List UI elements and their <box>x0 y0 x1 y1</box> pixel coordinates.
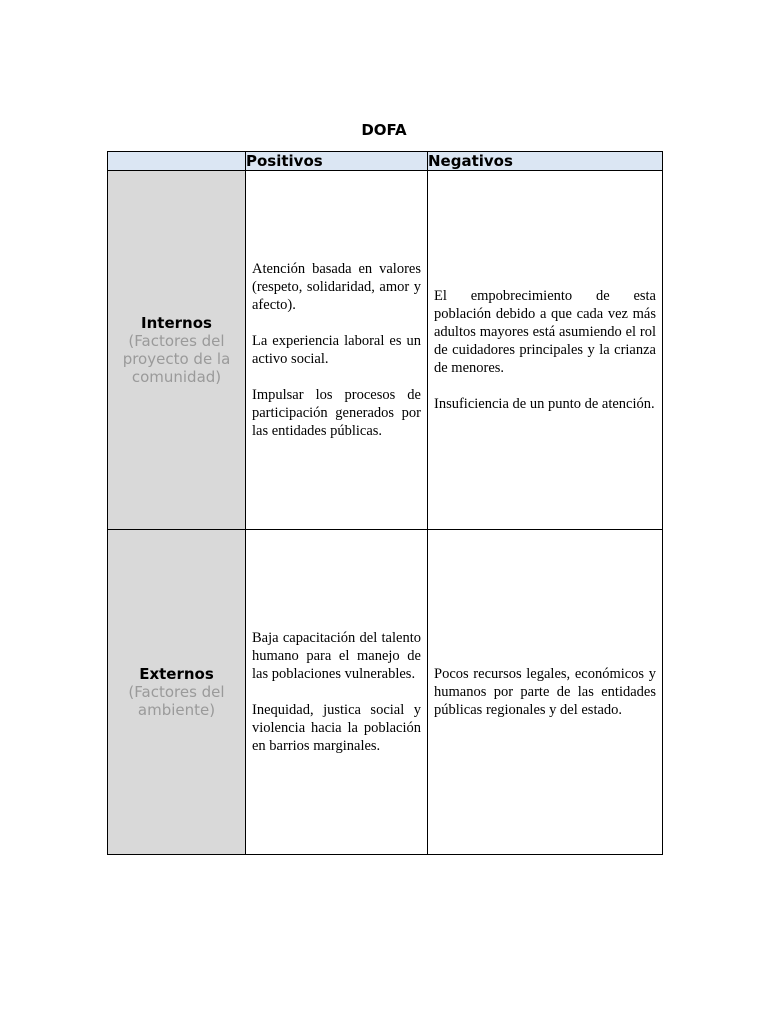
cell-internos-positive <box>246 171 428 530</box>
table-header-row <box>108 152 663 171</box>
cell-externos-negative <box>428 530 663 855</box>
cell-paragraph: Insuficiencia de un punto de atención. <box>434 396 655 412</box>
cell-paragraph: El empobrecimiento de esta población debido a que cada vez más adultos mayores está asumiendo el rol de cuidadores principales y la crianza de menores. <box>434 288 656 376</box>
header-negative: Negativos <box>428 152 663 171</box>
table-row-internos <box>108 171 663 530</box>
document-title: DOFA <box>361 121 407 139</box>
cell-paragraph: Baja capacitación del talento humano para el manejo de las poblaciones vulnerables. <box>252 630 421 682</box>
cell-paragraph: Atención basada en valores (respeto, solidaridad, amor y afecto). <box>252 261 421 313</box>
row-label-title: Internos <box>141 314 212 332</box>
header-corner-cell <box>108 152 246 171</box>
dofa-table <box>107 151 663 855</box>
row-label-internos <box>108 171 246 530</box>
row-label-externos <box>108 530 246 855</box>
row-label-subtitle: (Factores del proyecto de la comunidad) <box>122 332 231 386</box>
row-label-subtitle: (Factores del ambiente) <box>128 683 225 719</box>
row-label-title: Externos <box>139 665 214 683</box>
cell-paragraph: Pocos recursos legales, económicos y humanos por parte de las entidades públicas regionales y del estado. <box>434 666 656 718</box>
cell-externos-positive <box>246 530 428 855</box>
header-positive: Positivos <box>246 152 428 171</box>
table-row-externos <box>108 530 663 855</box>
cell-internos-negative <box>428 171 663 530</box>
cell-paragraph: Inequidad, justica social y violencia hacia la población en barrios marginales. <box>252 702 421 754</box>
cell-paragraph: Impulsar los procesos de participación generados por las entidades públicas. <box>252 387 421 439</box>
cell-paragraph: La experiencia laboral es un activo social. <box>252 333 421 367</box>
